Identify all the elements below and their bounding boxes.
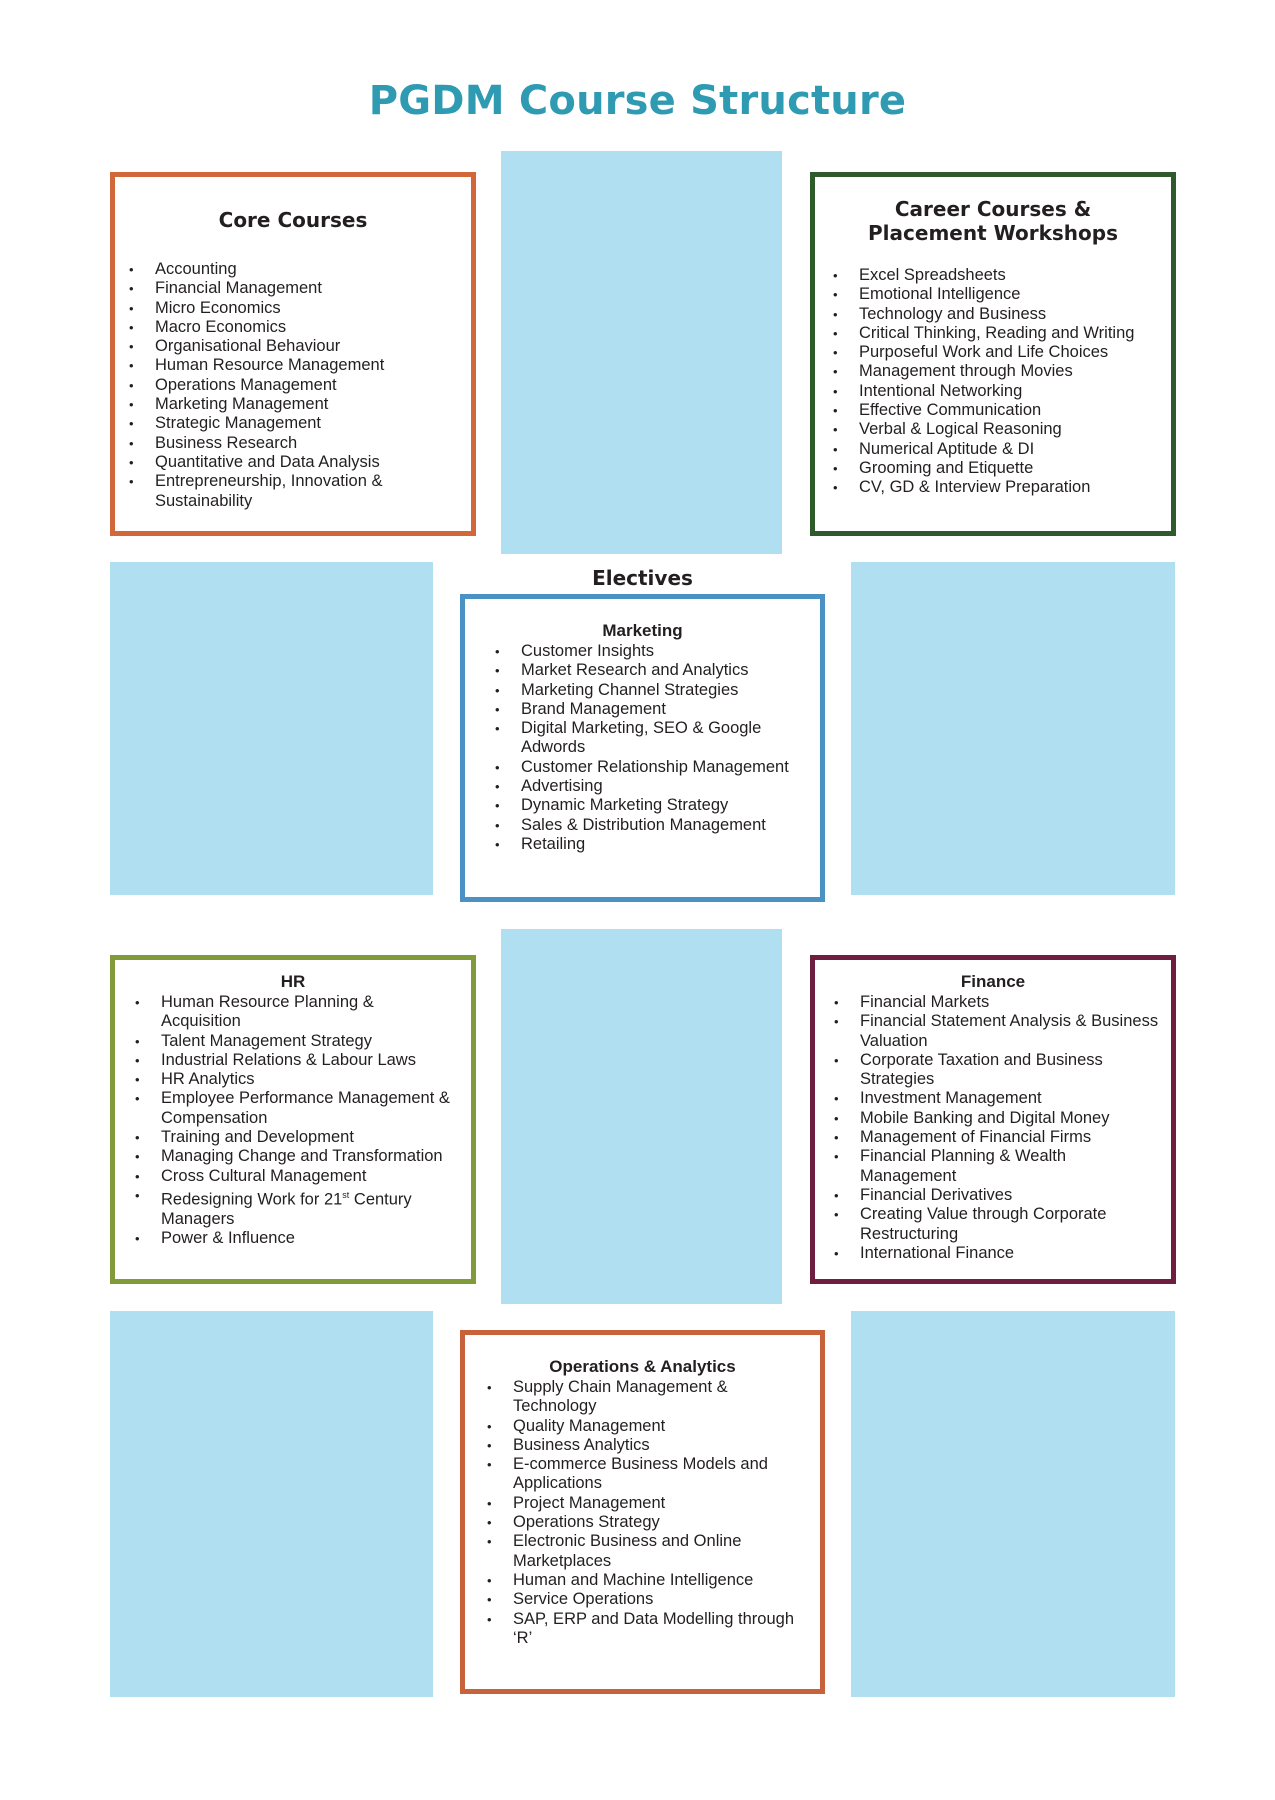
list-item: • Marketing Management — [155, 395, 455, 414]
hr-box — [110, 955, 476, 1284]
list-item: • Brand Management — [521, 700, 811, 719]
list-item: • E-commerce Business Models and Applications — [513, 1455, 803, 1494]
list-item: • Employee Performance Management & Compensation — [161, 1089, 456, 1128]
list-item: • Customer Relationship Management — [521, 758, 811, 777]
list-item: • Effective Communication — [859, 401, 1177, 420]
list-item: • Investment Management — [860, 1089, 1160, 1108]
list-item: • Dynamic Marketing Strategy — [521, 796, 811, 815]
list-item: • Management through Movies — [859, 362, 1177, 381]
electives-heading: Electives — [592, 566, 693, 590]
list-item: • Digital Marketing, SEO & Google Adwords — [521, 719, 811, 758]
marketing-list — [521, 642, 811, 854]
list-item: • CV, GD & Interview Preparation — [859, 478, 1177, 497]
list-item: • Emotional Intelligence — [859, 285, 1177, 304]
core-courses-list — [155, 260, 455, 511]
list-item: • Project Management — [513, 1494, 803, 1513]
list-item: • Grooming and Etiquette — [859, 459, 1177, 478]
list-item: • Excel Spreadsheets — [859, 266, 1177, 285]
list-item: • Human Resource Planning & Acquisition — [161, 993, 456, 1032]
finance-box — [810, 955, 1176, 1284]
blue-panel-mid-right — [851, 562, 1175, 895]
list-item: • Service Operations — [513, 1590, 803, 1609]
operations-analytics-heading: Operations & Analytics — [549, 1357, 736, 1376]
list-item: • Corporate Taxation and Business Strategies — [860, 1051, 1160, 1090]
list-item: • Verbal & Logical Reasoning — [859, 420, 1177, 439]
list-item: • Training and Development — [161, 1128, 456, 1147]
list-item: • Macro Economics — [155, 318, 455, 337]
list-item: • Management of Financial Firms — [860, 1128, 1160, 1147]
career-courses-box — [810, 172, 1176, 536]
list-item: • Quantitative and Data Analysis — [155, 453, 455, 472]
list-item: • Micro Economics — [155, 299, 455, 318]
career-heading-line1: Career Courses & — [894, 197, 1092, 221]
list-item: • Purposeful Work and Life Choices — [859, 343, 1177, 362]
career-heading-line2: Placement Workshops — [868, 221, 1118, 245]
list-item: • Financial Management — [155, 279, 455, 298]
list-item: • Business Analytics — [513, 1436, 803, 1455]
list-item: • Organisational Behaviour — [155, 337, 455, 356]
finance-list — [860, 993, 1160, 1263]
blue-panel-center — [501, 929, 782, 1304]
list-item: • Financial Planning & Wealth Management — [860, 1147, 1160, 1186]
list-item: • Redesigning Work for 21st Century Managers — [161, 1186, 456, 1229]
list-item: • Entrepreneurship, Innovation & Sustainability — [155, 472, 455, 511]
list-item: • Operations Management — [155, 376, 455, 395]
list-item: • Electronic Business and Online Marketplaces — [513, 1532, 803, 1571]
page-title: PGDM Course Structure — [368, 78, 907, 124]
list-item: • Financial Statement Analysis & Business Valuation — [860, 1012, 1160, 1051]
core-courses-heading: Core Courses — [218, 208, 368, 232]
finance-heading: Finance — [960, 972, 1026, 991]
list-item: • HR Analytics — [161, 1070, 456, 1089]
list-item: • Supply Chain Management & Technology — [513, 1378, 803, 1417]
list-item: • Technology and Business — [859, 305, 1177, 324]
blue-panel-mid-left — [110, 562, 433, 895]
list-item: • Human and Machine Intelligence — [513, 1571, 803, 1590]
core-courses-box — [110, 172, 476, 536]
list-item: • Customer Insights — [521, 642, 811, 661]
operations-analytics-box — [460, 1330, 825, 1694]
blue-panel-bottom-right — [851, 1311, 1175, 1697]
list-item: • Critical Thinking, Reading and Writing — [859, 324, 1177, 343]
list-item: • SAP, ERP and Data Modelling through ‘R’ — [513, 1610, 803, 1649]
list-item: • Creating Value through Corporate Restructuring — [860, 1205, 1160, 1244]
blue-panel-top-center — [501, 151, 782, 554]
list-item: • Intentional Networking — [859, 382, 1177, 401]
list-item: • Sales & Distribution Management — [521, 816, 811, 835]
hr-list — [161, 993, 456, 1248]
list-item: • Mobile Banking and Digital Money — [860, 1109, 1160, 1128]
list-item: • Power & Influence — [161, 1229, 456, 1248]
list-item: • Advertising — [521, 777, 811, 796]
list-item: • Quality Management — [513, 1417, 803, 1436]
list-item: • Accounting — [155, 260, 455, 279]
list-item: • Marketing Channel Strategies — [521, 681, 811, 700]
list-item: • International Finance — [860, 1244, 1160, 1263]
blue-panel-bottom-left — [110, 1311, 433, 1697]
superscript: st — [342, 1189, 350, 1200]
list-item: • Numerical Aptitude & DI — [859, 440, 1177, 459]
list-item: • Business Research — [155, 434, 455, 453]
list-item: • Human Resource Management — [155, 356, 455, 375]
hr-heading: HR — [280, 972, 306, 991]
list-item: • Managing Change and Transformation — [161, 1147, 456, 1166]
career-courses-list — [859, 266, 1177, 498]
list-item: • Strategic Management — [155, 414, 455, 433]
career-courses-heading — [815, 197, 1171, 245]
list-item: • Cross Cultural Management — [161, 1167, 456, 1186]
list-item: • Operations Strategy — [513, 1513, 803, 1532]
list-item: • Market Research and Analytics — [521, 661, 811, 680]
marketing-heading: Marketing — [602, 621, 683, 640]
list-item: • Industrial Relations & Labour Laws — [161, 1051, 456, 1070]
list-item: • Financial Markets — [860, 993, 1160, 1012]
marketing-box — [460, 594, 825, 902]
operations-analytics-list — [513, 1378, 803, 1648]
list-item: • Retailing — [521, 835, 811, 854]
list-item: • Financial Derivatives — [860, 1186, 1160, 1205]
list-item: • Talent Management Strategy — [161, 1032, 456, 1051]
